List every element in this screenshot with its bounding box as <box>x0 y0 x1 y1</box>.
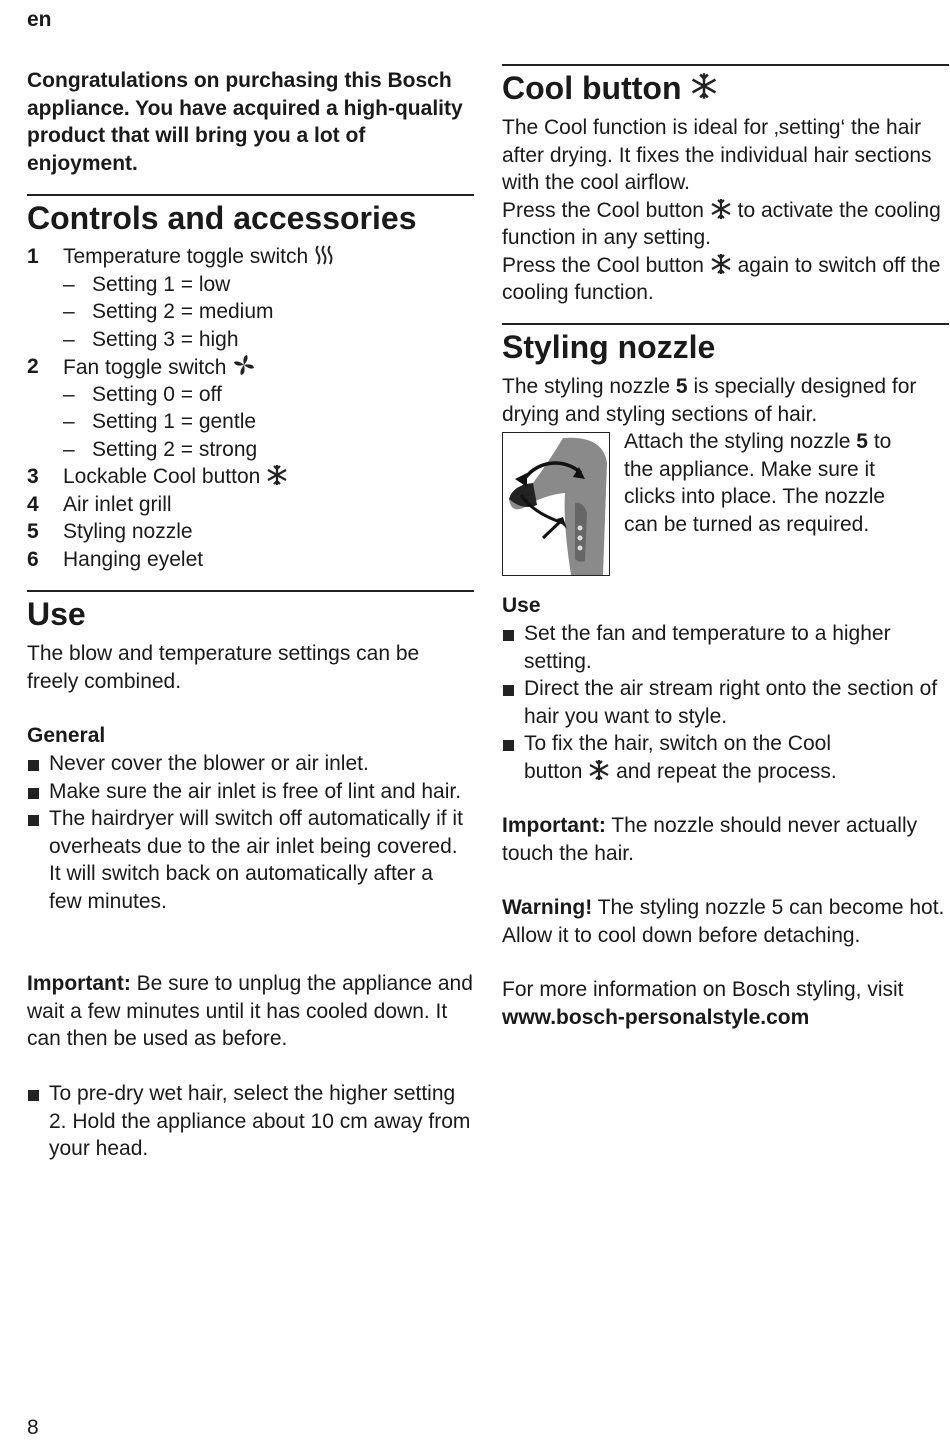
list-item: To pre-dry wet hair, select the higher setting 2. Hold the appliance about 10 cm away from your head. <box>27 1080 474 1163</box>
control-number: 1 <box>27 245 39 268</box>
styling-use-heading: Use <box>502 594 541 617</box>
heat-icon <box>314 244 334 266</box>
styling-warning: Warning! The styling nozzle 5 can become hot. Allow it to cool down before detaching. <box>502 896 945 947</box>
control-number: 2 <box>27 355 39 378</box>
control-item: 6 Hanging eyelet <box>27 547 204 571</box>
general-heading: General <box>27 724 106 747</box>
intro-text: Congratulations on purchasing this Bosch appliance. You have acquired a high-quality product that will bring you a lot of enjoyment. <box>27 69 463 175</box>
snowflake-icon <box>690 71 718 101</box>
divider <box>27 590 474 592</box>
control-subitem: – Setting 2 = medium <box>63 300 274 323</box>
cool-text: The Cool function is ideal for ‚setting‘ the hair after drying. It fixes the individual hair sections with the cool airflow. Press the Cool button to activate the cooling function in any setting. Press the Cool button again to switch off the cooling function. <box>502 116 941 304</box>
use-heading: Use <box>27 596 86 632</box>
control-item: 3 Lockable Cool button <box>27 463 474 491</box>
list-item: Direct the air stream right onto the section of hair you want to style. <box>502 675 949 730</box>
control-item: 5 Styling nozzle <box>27 520 193 543</box>
divider <box>502 64 949 66</box>
attach-text: Attach the styling nozzle 5 to the appliance. Make sure it clicks into place. The nozzle can be turned as required. <box>624 430 892 536</box>
styling-nozzle-illustration <box>502 432 610 576</box>
control-item: 4 Air inlet grill <box>27 492 172 516</box>
general-bullets <box>27 750 474 915</box>
controls-list <box>27 243 474 573</box>
more-info: For more information on Bosch styling, visit www.bosch-personalstyle.com <box>502 978 904 1029</box>
control-item <box>27 243 474 271</box>
styling-text: The styling nozzle 5 is specially designed for drying and styling sections of hair. <box>502 375 917 426</box>
control-label: Fan toggle switch <box>63 353 256 382</box>
control-subitem: – Setting 0 = off <box>63 382 222 406</box>
language-tag: en <box>27 8 52 31</box>
important-note: Important: Be sure to unplug the appliance and wait a few minutes until it has cooled down. It can then be used as before. <box>27 972 473 1050</box>
control-item <box>27 353 474 381</box>
control-label: Temperature toggle switch <box>63 243 334 271</box>
snowflake-icon <box>710 253 732 275</box>
fan-icon <box>232 353 256 377</box>
list-item: Set the fan and temperature to a higher setting. <box>502 620 934 675</box>
divider <box>27 194 474 196</box>
predry-bullet <box>27 1080 474 1163</box>
list-item: The hairdryer will switch off automatically if it overheats due to the air inlet being covered. It will switch back on automatically after a few minutes. <box>27 805 469 915</box>
control-subitem: – Setting 1 = low <box>63 272 231 296</box>
snowflake-icon <box>710 198 732 220</box>
bosch-website-link[interactable]: www.bosch-personalstyle.com <box>502 1005 810 1029</box>
list-item: Never cover the blower or air inlet. <box>27 750 474 778</box>
styling-heading: Styling nozzle <box>502 329 716 365</box>
control-subitem: – Setting 1 = gentle <box>63 410 257 433</box>
styling-important: Important: The nozzle should never actually touch the hair. <box>502 814 918 865</box>
styling-bullets <box>502 620 949 785</box>
control-subitem: – Setting 3 = high <box>63 327 239 351</box>
use-text: The blow and temperature settings can be freely combined. <box>27 642 420 693</box>
snowflake-icon <box>266 464 288 486</box>
list-item: To fix the hair, switch on the Cool button and repeat the process. <box>502 730 884 785</box>
snowflake-icon <box>588 759 610 781</box>
cool-heading: Cool button <box>502 70 718 107</box>
control-label: Lockable Cool button <box>63 463 288 491</box>
divider <box>502 323 949 325</box>
list-item: Make sure the air inlet is free of lint and hair. <box>27 778 474 806</box>
controls-heading: Controls and accessories <box>27 200 417 236</box>
control-subitem: – Setting 2 = strong <box>63 437 258 461</box>
page-number: 8 <box>27 1416 39 1439</box>
